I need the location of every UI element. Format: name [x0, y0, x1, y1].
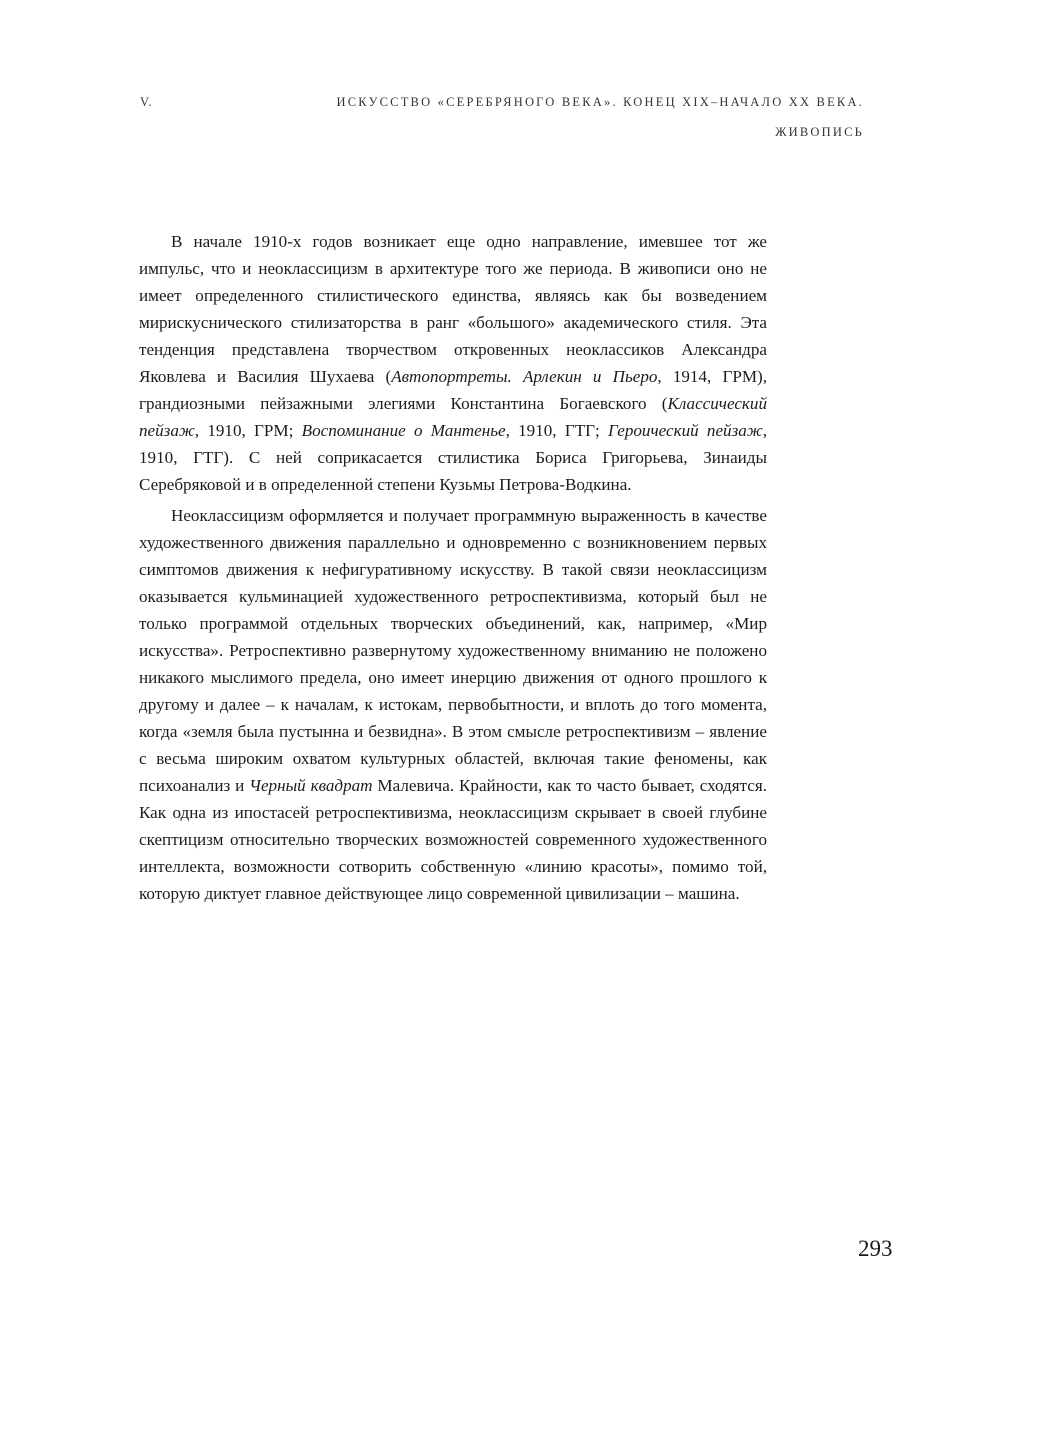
text-run: , 1914, ГРМ), грандиозными пейзажными элегиями Константина Богаевского (: [139, 367, 767, 413]
text-run: Неоклассицизм оформляется и получает программную выраженность в качестве художественного движения параллельно и одновременно с возникновением первых симптомов движения к нефигуративному искусству. В такой связи неоклассицизм оказывается кульминацией художественного ретроспективизма, который был не только программой отдельных творческих объединений, как, например, «Мир искусства». Ретроспективно развернутому художественному вниманию не положено никакого мыслимого предела, оно имеет инерцию движения от одного прошлого к другому и далее – к началам, к истокам, первобытности, и вплоть до того момента, когда «земля была пустынна и безвидна». В этом смысле ретроспективизм – явление с весьма широким охватом культурных областей, включая такие феномены, как психоанализ и: [139, 506, 767, 795]
text-run: , 1910, ГТГ;: [505, 421, 609, 440]
paragraph-1: [139, 228, 767, 498]
artwork-title-italic: Автопортреты. Арлекин и Пьеро: [391, 367, 658, 386]
running-head-title: ИСКУССТВО «СЕРЕБРЯНОГО ВЕКА». КОНЕЦ XIX–НАЧАЛО XX ВЕКА.: [336, 95, 864, 109]
page-number: 293: [858, 1236, 893, 1261]
body-text: [139, 228, 767, 907]
paragraph-2: [139, 502, 767, 907]
artwork-title-italic: Воспоминание о Мантенье: [301, 421, 506, 440]
text-run: , 1910, ГРМ;: [194, 421, 302, 440]
artwork-title-italic: Черный квадрат: [249, 776, 373, 795]
running-head: [0, 95, 1041, 155]
running-head-subtitle: ЖИВОПИСЬ: [775, 125, 864, 139]
text-run: В начале 1910-х годов возникает еще одно направление, имевшее тот же импульс, что и неоклассицизм в архитектуре того же периода. В живописи оно не имеет определенного стилистического единства, являясь как бы возведением мирискуснического стилизаторства в ранг «большого» академического стиля. Эта тенденция представлена творчеством откровенных неоклассиков Александра Яковлева и Василия Шухаева (: [139, 232, 767, 386]
artwork-title-italic: Классический пейзаж: [139, 394, 767, 440]
chapter-number: V.: [140, 95, 153, 109]
text-run: , 1910, ГТГ). С ней соприкасается стилистика Бориса Григорьева, Зинаиды Серебряковой и в определенной степени Кузьмы Петрова-Водкина.: [139, 421, 767, 494]
artwork-title-italic: Героический пейзаж: [608, 421, 763, 440]
text-run: Малевича. Крайности, как то часто бывает, сходятся. Как одна из ипостасей ретроспективизма, неоклассицизм скрывает в своей глубине скептицизм относительно творческих возможностей современного художественного интеллекта, возможности сотворить собственную «линию красоты», помимо той, которую диктует главное действующее лицо современной цивилизации – машина.: [139, 776, 767, 903]
